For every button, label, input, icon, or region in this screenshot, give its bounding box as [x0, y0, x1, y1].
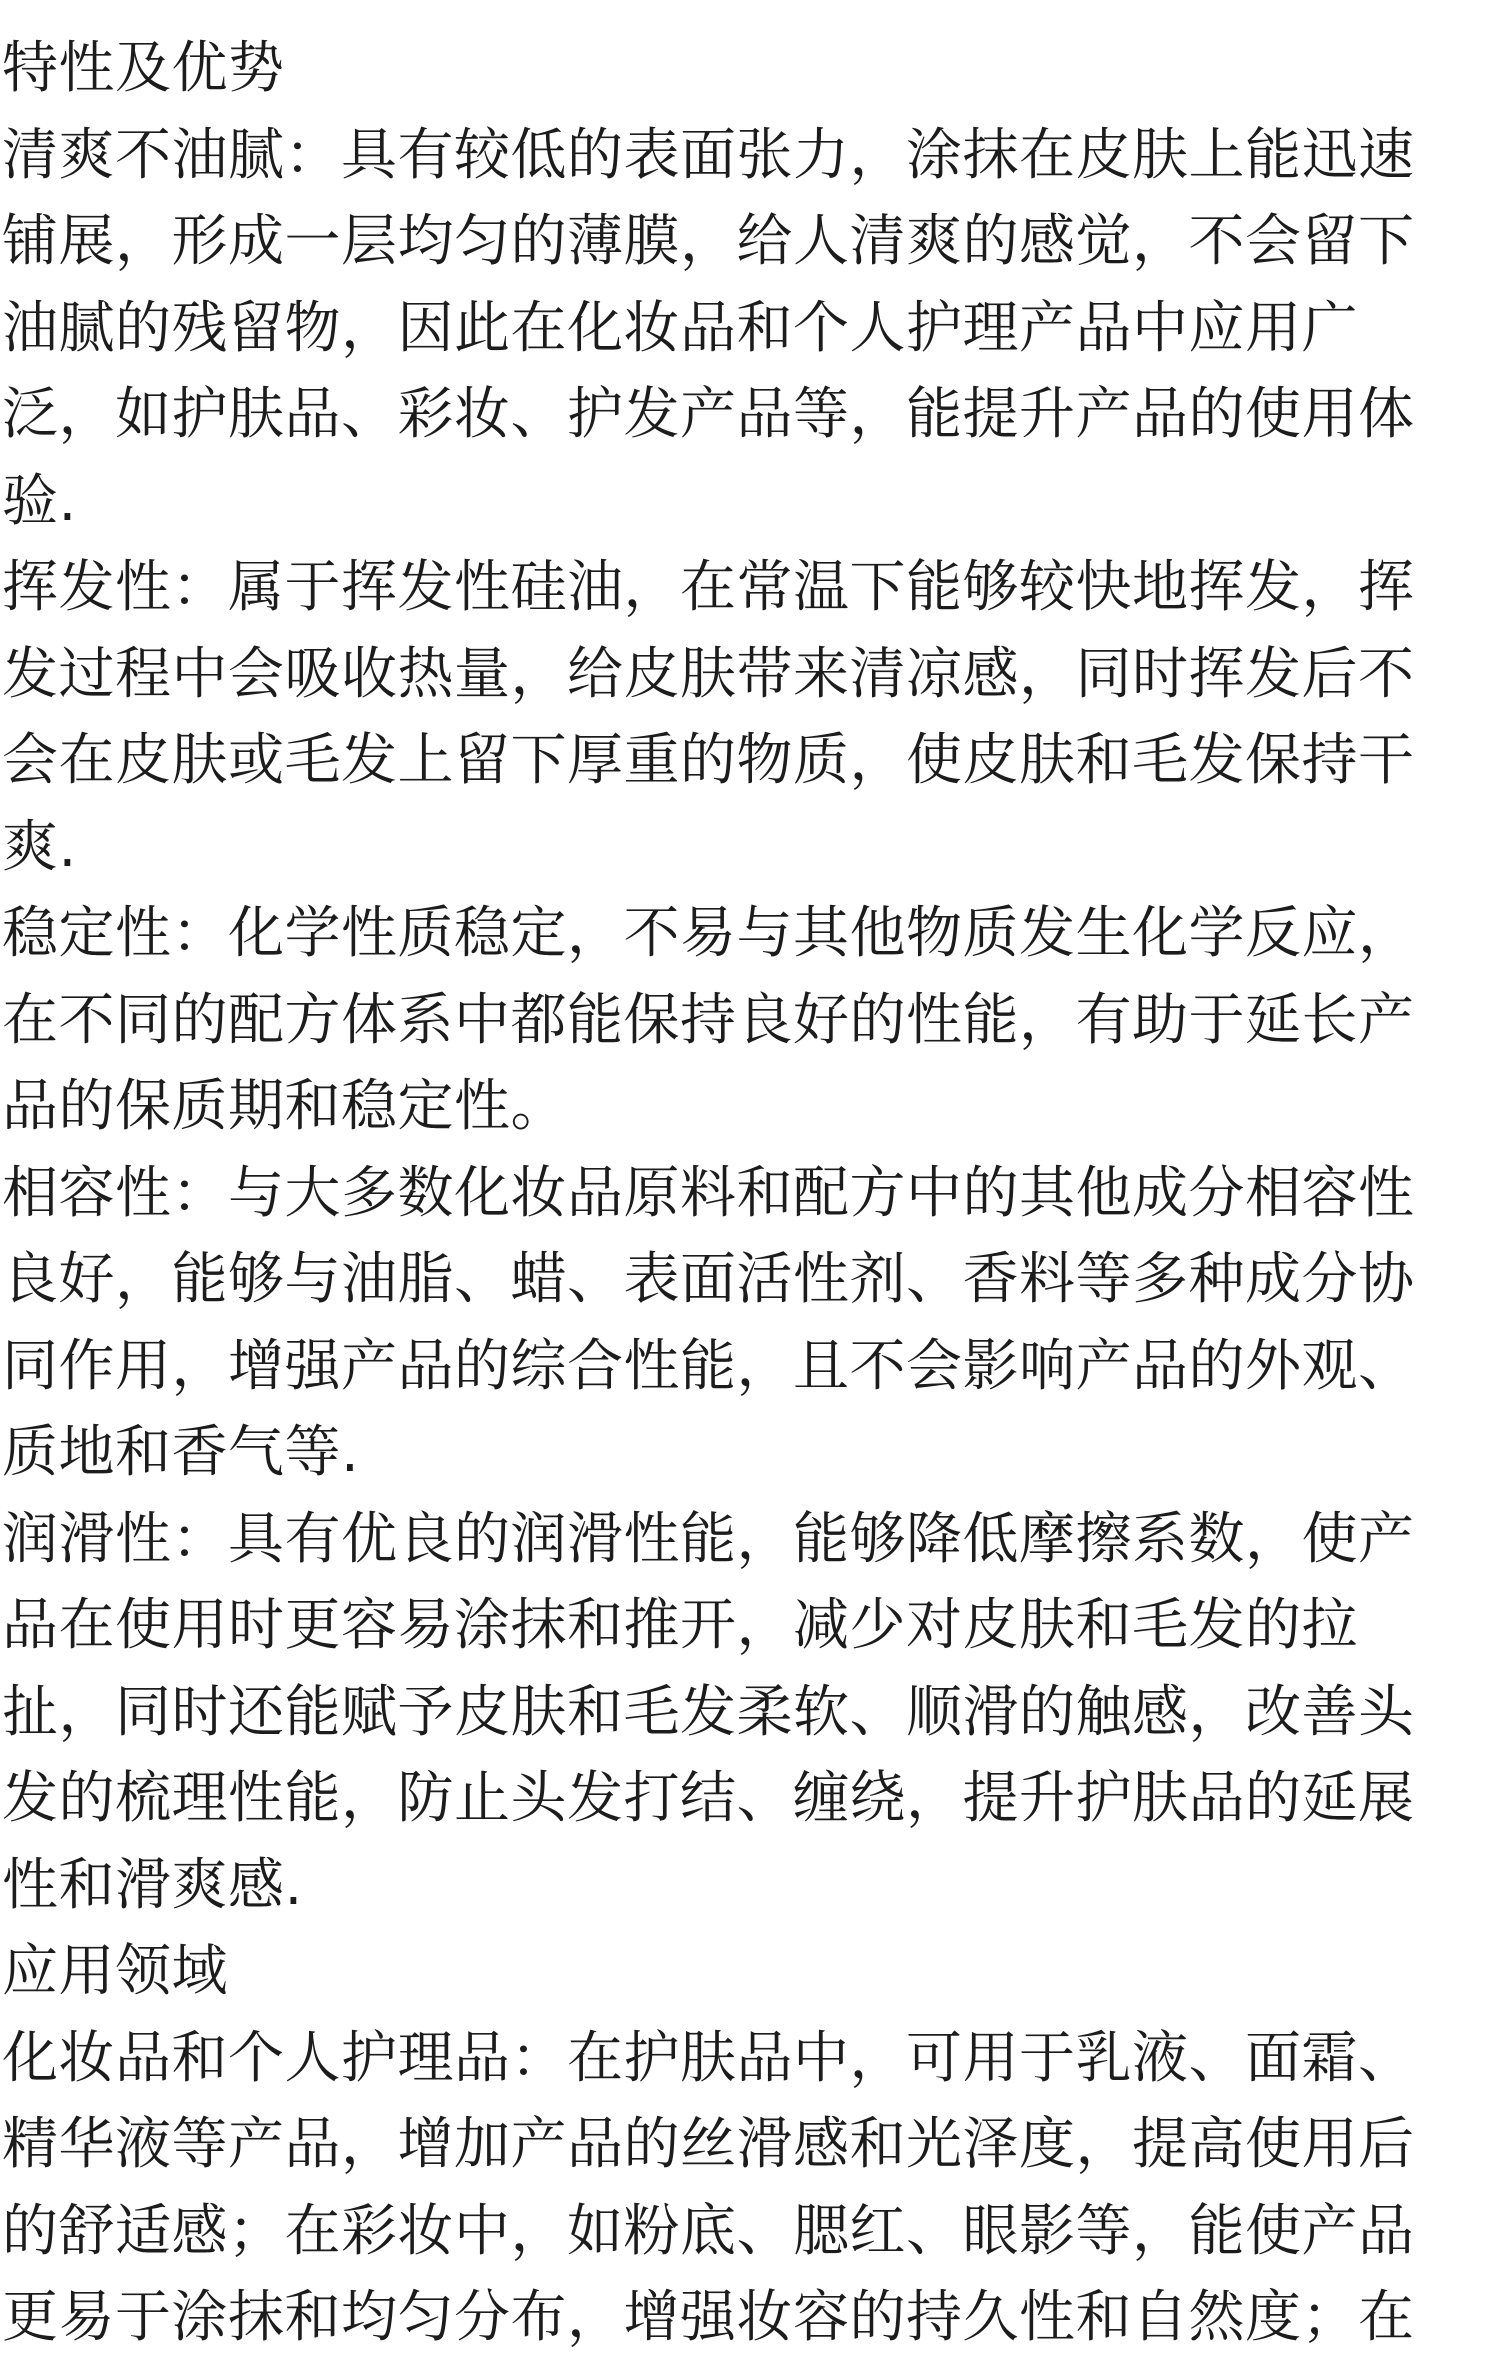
paragraph-cosmetics: 化妆品和个人护理品：在护肤品中，可用于乳液、面霜、精华液等产品，增加产品的丝滑感和光泽度，提高使用后的舒适感；在彩妆中，如粉底、腮红、眼影等，能使产品更易于涂抹和均匀分布，增强妆容的持久性和自然度；在 — [2, 2025, 1415, 2350]
paragraph-lubricity: 润滑性：具有优良的润滑性能，能够降低摩擦系数，使产品在使用时更容易涂抹和推开，减少对皮肤和毛发的拉扯，同时还能赋予皮肤和毛发柔软、顺滑的触感，改善头发的梳理性能，防止头发打结、缠绕，提升护肤品的延展性和滑爽感. — [2, 1506, 1415, 1918]
section-heading-applications: 应用领域 — [2, 1939, 228, 2004]
paragraph-compatibility: 相容性：与大多数化妆品原料和配方中的其他成分相容性良好，能够与油脂、蜡、表面活性剂、香料等多种成分协同作用，增强产品的综合性能，且不会影响产品的外观、质地和香气等. — [2, 1160, 1415, 1485]
paragraph-refreshing: 清爽不油腻：具有较低的表面张力，涂抹在皮肤上能迅速铺展，形成一层均匀的薄膜，给人清爽的感觉，不会留下油腻的残留物，因此在化妆品和个人护理产品中应用广泛，如护肤品、彩妆、护发产品等，能提升产品的使用体验. — [2, 122, 1415, 534]
paragraph-stability: 稳定性：化学性质稳定，不易与其他物质发生化学反应，在不同的配方体系中都能保持良好的性能，有助于延长产品的保质期和稳定性。 — [2, 901, 1415, 1139]
section-heading-features: 特性及优势 — [2, 36, 285, 101]
paragraph-volatility: 挥发性：属于挥发性硅油，在常温下能够较快地挥发，挥发过程中会吸收热量，给皮肤带来清凉感，同时挥发后不会在皮肤或毛发上留下厚重的物质，使皮肤和毛发保持干爽. — [2, 555, 1415, 880]
